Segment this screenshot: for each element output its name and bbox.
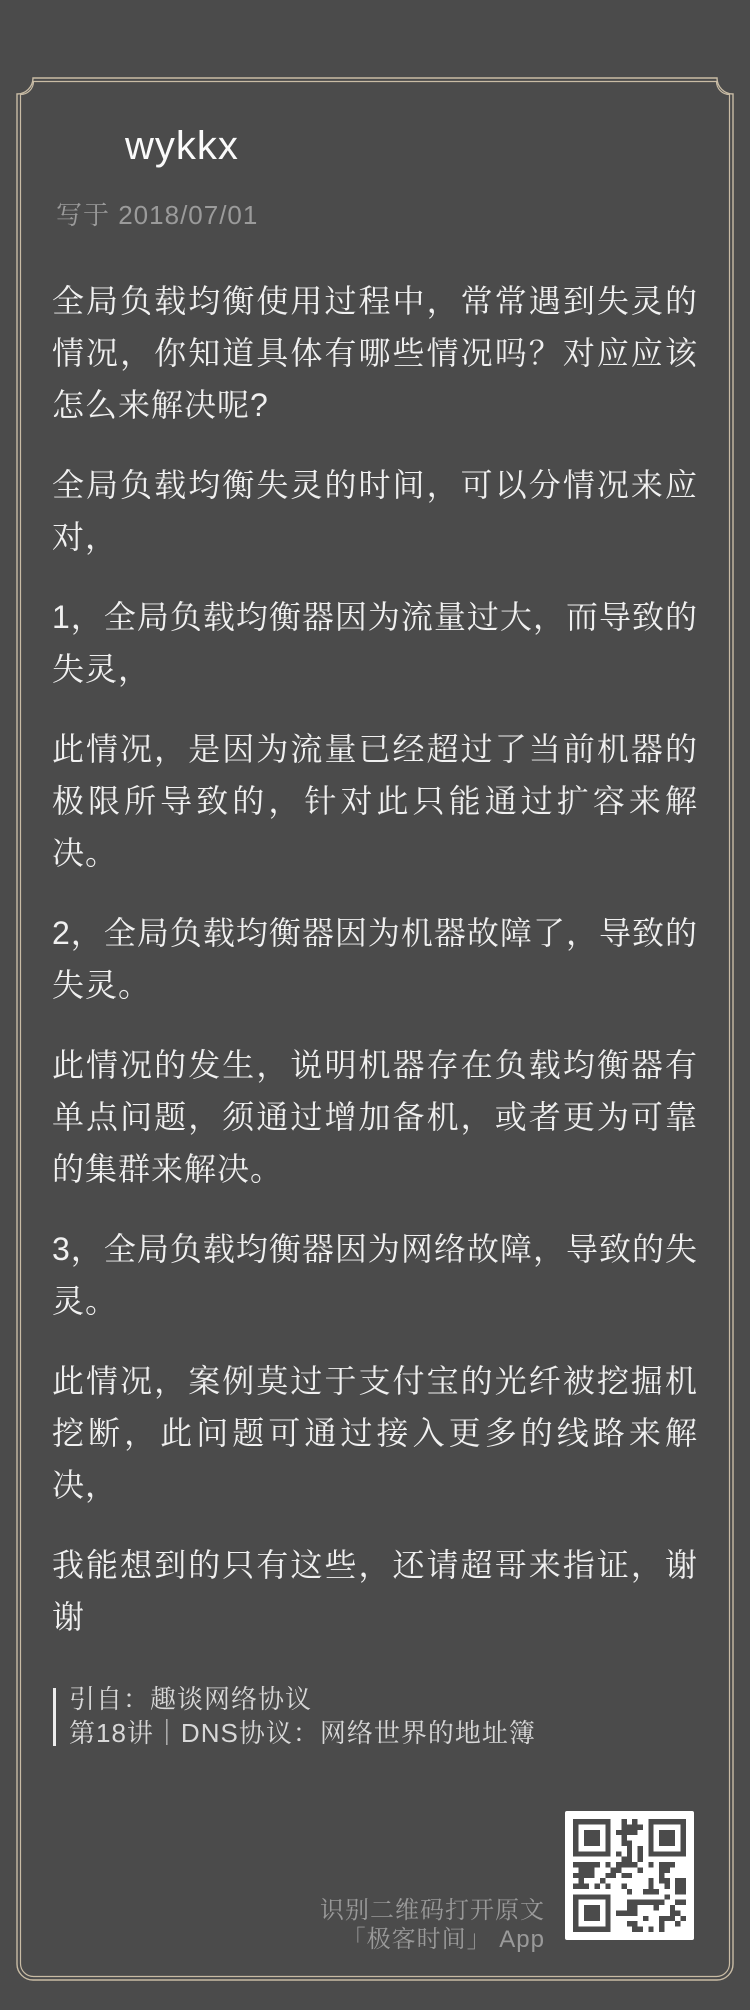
comment-paragraph: 2，全局负载均衡器因为机器故障了，导致的失灵。: [52, 915, 698, 1003]
written-date: 写于 2018/07/01: [56, 200, 259, 230]
comment-paragraph: 全局负载均衡失灵的时间，可以分情况来应对，: [52, 467, 698, 555]
qr-hint-text: [320, 1896, 545, 1954]
qr-code: [565, 1811, 694, 1940]
comment-paragraph: 此情况，案例莫过于支付宝的光纤被挖掘机挖断，此问题可通过接入更多的线路来解决，: [52, 1363, 698, 1503]
comment-paragraph: 此情况，是因为流量已经超过了当前机器的极限所导致的，针对此只能通过扩容来解决。: [52, 731, 698, 871]
comment-body: [52, 275, 698, 1643]
author-name: wykkx: [125, 124, 239, 168]
qr-hint-line1: 识别二维码打开原文: [320, 1897, 545, 1924]
comment-paragraph: 我能想到的只有这些，还请超哥来指证，谢谢: [52, 1547, 698, 1635]
citation-source: 引自：趣谈网络协议: [69, 1684, 313, 1714]
citation-divider-bar: [53, 1688, 56, 1746]
comment-paragraph: 全局负载均衡使用过程中，常常遇到失灵的情况，你知道具体有哪些情况吗？对应应该怎么来解决呢?: [52, 283, 698, 423]
citation-block: [53, 1682, 536, 1750]
comment-paragraph: 3，全局负载均衡器因为网络故障，导致的失灵。: [52, 1231, 698, 1319]
qr-hint-line2: 「极客时间」 App: [341, 1926, 545, 1953]
comment-paragraph: 1，全局负载均衡器因为流量过大，而导致的失灵，: [52, 599, 698, 687]
citation-lecture-title: 第18讲｜DNS协议：网络世界的地址簿: [69, 1718, 536, 1748]
comment-paragraph: 此情况的发生，说明机器存在负载均衡器有单点问题，须通过增加备机，或者更为可靠的集群来解决。: [52, 1047, 698, 1187]
